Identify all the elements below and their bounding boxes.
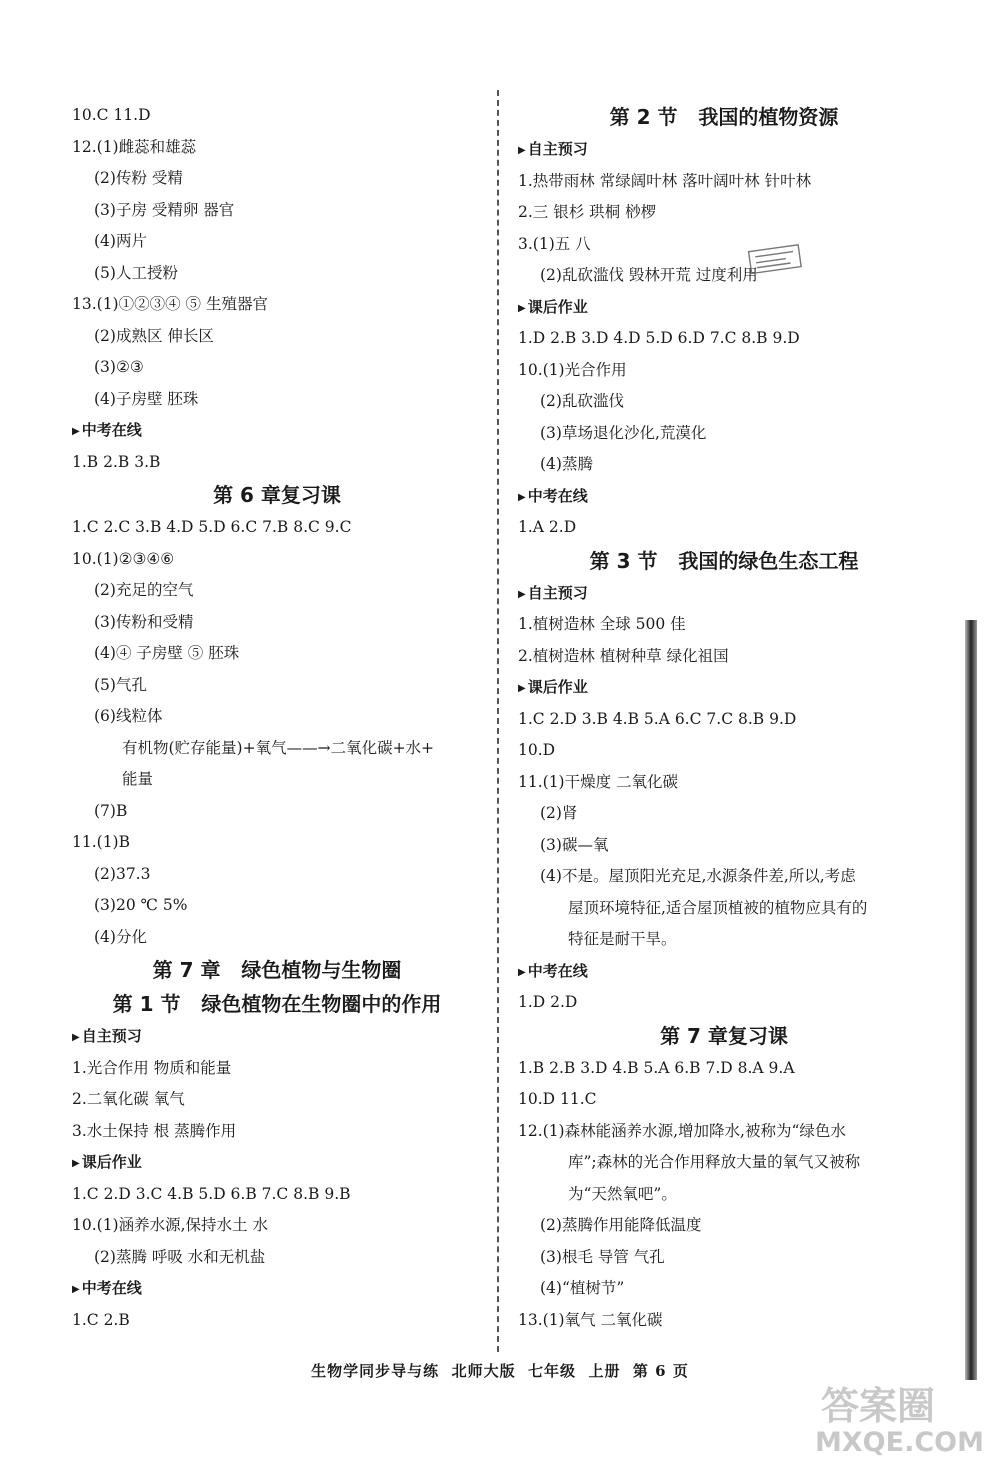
- watermark-logo-text: 答案圈: [821, 1384, 936, 1428]
- section-label: ▶ 中考在线: [72, 1273, 482, 1305]
- answer-line: 2.三 银杉 珙桐 桫椤: [518, 203, 657, 221]
- answer-line: 10.D: [518, 741, 556, 759]
- left-answer-column: [72, 100, 482, 1336]
- section-title: 第 2 节 我国的植物资源: [609, 105, 839, 129]
- answer-line: 为“天然氧吧”。: [568, 1184, 677, 1203]
- answer-line: 1.光合作用 物质和能量: [72, 1058, 232, 1077]
- answer-line: (2)37.3: [94, 864, 151, 883]
- answer-line: (2)蒸腾 呼吸 水和无机盐: [94, 1247, 266, 1266]
- column-divider: [497, 90, 499, 1352]
- answer-line: (7)B: [94, 801, 128, 820]
- answer-line: 1.B 2.B 3.B: [72, 452, 161, 471]
- answer-line: (2)充足的空气: [94, 581, 194, 599]
- site-watermark: [815, 1375, 985, 1465]
- answer-line: 1.C 2.D 3.B 4.B 5.A 6.C 7.C 8.B 9.D: [518, 709, 797, 728]
- answer-line: 10.(1)涵养水源,保持水土 水: [72, 1216, 268, 1234]
- answer-line: (2)成熟区 伸长区: [94, 326, 214, 345]
- answer-line: (2)肾: [540, 804, 578, 822]
- answer-line: 13.(1)氧气 二氧化碳: [518, 1310, 663, 1329]
- answer-line: 屋顶环境特征,适合屋顶植被的植物应具有的: [568, 898, 868, 917]
- answer-line: (2)乱砍滥伐 毁林开荒 过度利用: [540, 266, 758, 284]
- section-title: 第 1 节 绿色植物在生物圈中的作用: [112, 992, 442, 1016]
- section-title: 第 7 章 绿色植物与生物圈: [152, 958, 402, 982]
- section-label: ▶ 课后作业: [518, 292, 930, 324]
- answer-line: (3)20 ℃ 5%: [94, 896, 188, 914]
- answer-line: 有机物(贮存能量)+氧气——→二氧化碳+水+: [122, 738, 435, 757]
- answer-line: 3.水土保持 根 蒸腾作用: [72, 1121, 237, 1140]
- answer-line: 能量: [122, 770, 154, 788]
- page-footer: 生物学同步导与练 北师大版 七年级 上册 第 6 页: [311, 1362, 689, 1380]
- section-label: ▶ 课后作业: [72, 1147, 482, 1179]
- answer-line: (3)草场退化沙化,荒漠化: [540, 423, 707, 442]
- section-label: ▶ 中考在线: [72, 415, 482, 447]
- section-title: 第 6 章复习课: [213, 483, 341, 507]
- answer-line: (2)乱砍滥伐: [540, 392, 624, 410]
- answer-line: 1.D 2.B 3.D 4.D 5.D 6.D 7.C 8.B 9.D: [518, 329, 800, 347]
- answer-line: 2.二氧化碳 氧气: [72, 1090, 185, 1108]
- section-label: ▶ 中考在线: [518, 956, 930, 988]
- answer-line: (5)人工授粉: [94, 263, 178, 282]
- answer-line: 1.C 2.B: [72, 1310, 130, 1329]
- answer-line: 3.(1)五 八: [518, 234, 591, 253]
- answer-line: 11.(1)B: [72, 833, 130, 851]
- answer-line: 11.(1)干燥度 二氧化碳: [518, 772, 679, 791]
- answer-line: 12.(1)森林能涵养水源,增加降水,被称为“绿色水: [518, 1121, 846, 1140]
- answer-line: (4)分化: [94, 927, 147, 946]
- answer-line: (4)“植树节”: [540, 1279, 625, 1297]
- answer-line: (4)子房壁 胚珠: [94, 389, 199, 408]
- answer-line: (5)气孔: [94, 675, 147, 694]
- section-label: ▶ 自主预习: [518, 578, 930, 610]
- answer-line: (2)传粉 受精: [94, 169, 183, 187]
- section-label: ▶ 课后作业: [518, 672, 930, 704]
- section-title: 第 3 节 我国的绿色生态工程: [589, 548, 859, 573]
- answer-line: 12.(1)雌蕊和雄蕊: [72, 137, 197, 156]
- answer-line: (4)两片: [94, 232, 147, 250]
- answer-line: 2.植树造林 植树种草 绿化祖国: [518, 646, 729, 665]
- answer-line: 1.A 2.D: [518, 518, 577, 536]
- answer-line: (3)②③: [94, 358, 144, 376]
- answer-line: 10.(1)②③④⑥: [72, 549, 175, 568]
- answer-line: 1.D 2.D: [518, 993, 578, 1011]
- answer-line: 10.(1)光合作用: [518, 360, 627, 379]
- watermark-url: MXQE.COM: [815, 1427, 984, 1458]
- answer-line: 1.B 2.B 3.D 4.B 5.A 6.B 7.D 8.A 9.A: [518, 1058, 795, 1077]
- section-label: ▶ 自主预习: [72, 1021, 482, 1053]
- answer-line: (3)根毛 导管 气孔: [540, 1247, 665, 1266]
- answer-line: (6)线粒体: [94, 707, 163, 725]
- section-title: 第 7 章复习课: [660, 1023, 788, 1048]
- section-label: ▶ 自主预习: [518, 134, 930, 166]
- answer-line: 10.C 11.D: [72, 106, 151, 124]
- answer-line: (4)不是。屋顶阳光充足,水源条件差,所以,考虑: [540, 867, 856, 885]
- page-edge-shadow: [965, 620, 977, 1380]
- section-label: ▶ 中考在线: [518, 481, 930, 513]
- answer-line: (3)碳—氧: [540, 835, 609, 854]
- answer-line: (3)传粉和受精: [94, 612, 194, 631]
- answer-line: (4)蒸腾: [540, 455, 593, 473]
- answer-line: (4)④ 子房壁 ⑤ 胚珠: [94, 644, 240, 662]
- answer-line: 1.热带雨林 常绿阔叶林 落叶阔叶林 针叶林: [518, 171, 812, 190]
- answer-line: (3)子房 受精卵 器官: [94, 200, 235, 219]
- answer-line: 1.C 2.C 3.B 4.D 5.D 6.C 7.B 8.C 9.C: [72, 518, 352, 536]
- answer-line: 库”;森林的光合作用释放大量的氧气又被称: [568, 1153, 861, 1171]
- right-answer-column: [518, 100, 930, 1336]
- answer-line: (2)蒸腾作用能降低温度: [540, 1216, 702, 1234]
- answer-line: 13.(1)①②③④ ⑤ 生殖器官: [72, 295, 268, 313]
- answer-line: 特征是耐干旱。: [568, 930, 677, 948]
- answer-line: 1.C 2.D 3.C 4.B 5.D 6.B 7.C 8.B 9.B: [72, 1184, 351, 1203]
- answer-line: 10.D 11.C: [518, 1090, 597, 1108]
- answer-line: 1.植树造林 全球 500 佳: [518, 615, 686, 633]
- stamp-icon: [742, 240, 810, 280]
